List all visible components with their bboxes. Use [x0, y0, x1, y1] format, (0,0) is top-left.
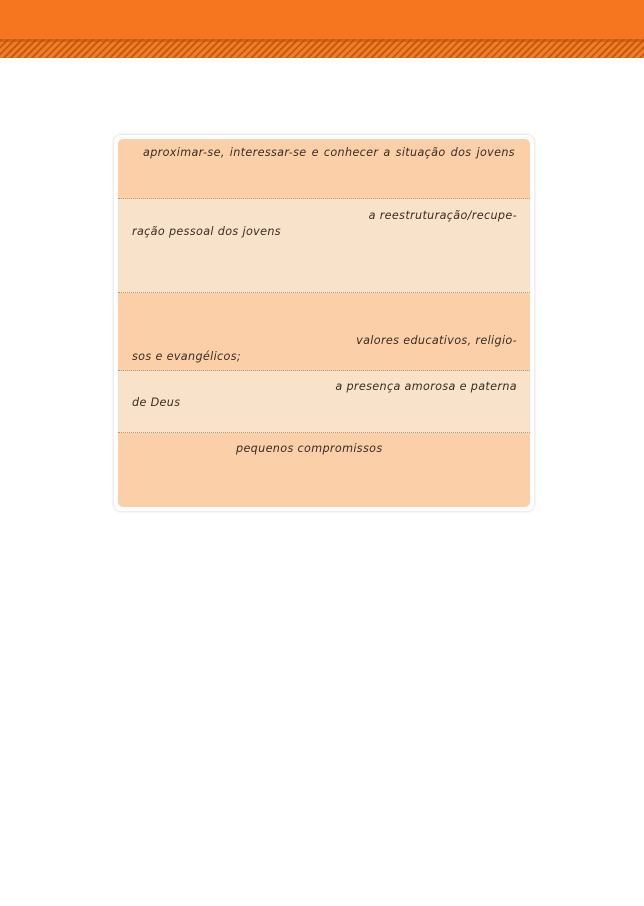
- row-text: [236, 441, 436, 457]
- row-text-line: a presença amorosa e paterna: [335, 380, 517, 393]
- row-text-line: sos e evangélicos;: [132, 350, 242, 363]
- table-row: [118, 371, 530, 433]
- header-hatch-stripe: [0, 39, 644, 58]
- row-text-line: de Deus: [132, 396, 181, 409]
- table-row: [118, 293, 530, 371]
- row-text-line: valores educativos, religio-: [356, 334, 517, 347]
- content-table: [118, 139, 530, 507]
- row-text: [143, 145, 515, 161]
- row-text-line: aproximar-se, interessar-se e conhecer a situação dos jovens: [143, 146, 515, 159]
- row-text-line: a reestruturação/recupe-: [368, 209, 517, 222]
- row-text-line: pequenos compromissos: [236, 442, 383, 455]
- row-text-line: ração pessoal dos jovens: [132, 225, 281, 238]
- header-band: [0, 0, 644, 39]
- row-text: [132, 379, 517, 411]
- content-card: [114, 135, 534, 511]
- table-row: [118, 139, 530, 199]
- row-text: [132, 333, 517, 365]
- row-text: [132, 208, 517, 240]
- table-row: [118, 433, 530, 507]
- table-row: [118, 199, 530, 293]
